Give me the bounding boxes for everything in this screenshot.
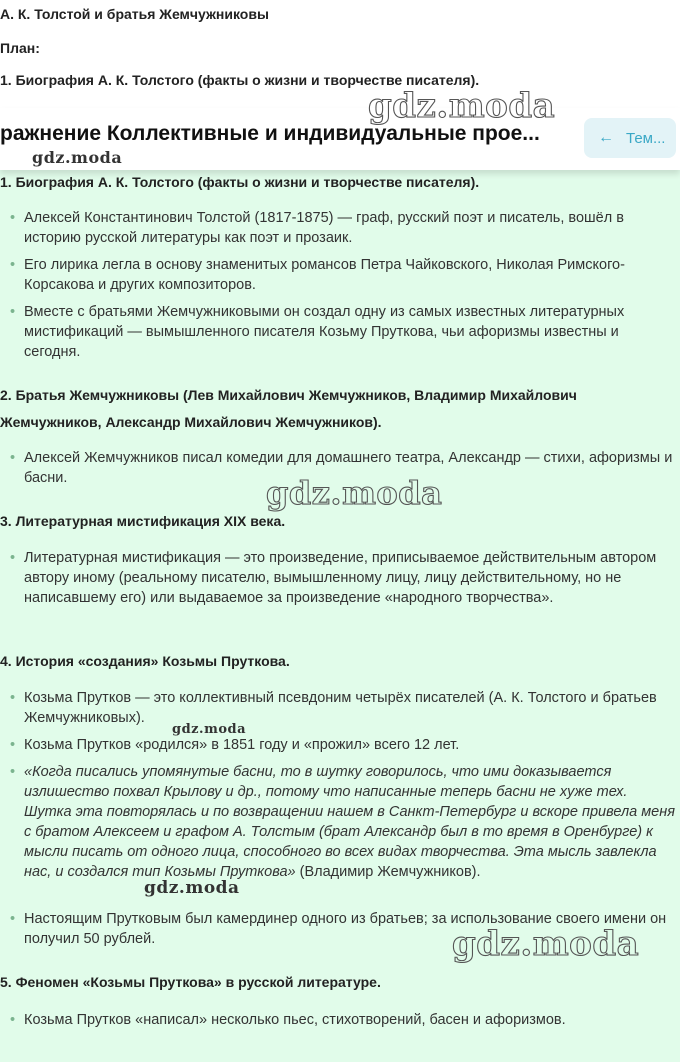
list-item: • Литературная мистификация — это произведение, приписываемое действительным автором автору иному (реальному писателю, вымышленному лицу, лицу действительному, но не написавшему его) или выдаваемое за произведение «народного творчества». (24, 548, 678, 608)
watermark: gdz.moda (172, 722, 247, 737)
section-heading-3: 3. Литературная мистификация XIX века. (0, 513, 286, 529)
section-heading-5: 5. Феномен «Козьмы Пруткова» в русской литературе. (0, 974, 381, 990)
watermark: gdz.moda (32, 148, 123, 167)
quote-author: (Владимир Жемчужников). (295, 864, 481, 880)
list-item-quote (24, 762, 678, 882)
exercise-title: ражнение Коллективные и индивидуальные прое... (0, 122, 540, 145)
list-item: • Козьма Прутков «родился» в 1851 году и «прожил» всего 12 лет. (24, 735, 678, 755)
list-item: • Вместе с братьями Жемчужниковыми он создал одну из самых известных литературных мистификаций — вымышленного писателя Козьму Пруткова, чьи афоризмы известны и сегодня. (24, 302, 678, 362)
list-item: • Алексей Константинович Толстой (1817-1875) — граф, русский поэт и писатель, вошёл в историю русской литературы как поэт и прозаик. (24, 208, 678, 248)
section-heading-1: 1. Биография А. К. Толстого (факты о жизни и творчестве писателя). (0, 174, 480, 190)
quote-text: «Когда писались упомянутые басни, то в шутку говорилось, что ими доказывается излишество похвал Крылову и др., потому что написанные теперь басни не хуже тех. Шутка эта повторялась и по возвращении нашем в Санкт-Петербург и вскоре привела меня с братом Алексеем и графом А. Толстым (брат Александр был в то время в Оренбурге) к мысли писать от одного лица, способного во всех видах творчества. Эта мысль завлекла нас, и создался тип Козьмы Пруткова» (24, 764, 675, 880)
watermark: gdz.moda (266, 474, 443, 512)
plan-item: 1. Биография А. К. Толстого (факты о жизни и творчестве писателя). (0, 72, 480, 88)
watermark: gdz.moda (144, 878, 240, 898)
plan-label: План: (0, 40, 40, 56)
list-item: • Козьма Прутков «написал» несколько пьес, стихотворений, басен и афоризмов. (24, 1010, 678, 1030)
watermark: gdz.moda (452, 924, 640, 964)
arrow-left-icon: ← (598, 129, 614, 146)
list-item: • Его лирика легла в основу знаменитых романсов Петра Чайковского, Николая Римского-Корсакова и других композиторов. (24, 255, 678, 295)
section-heading-4: 4. История «создания» Козьмы Пруткова. (0, 653, 290, 669)
section-heading-2: 2. Братья Жемчужниковы (Лев Михайлович Жемчужников, Владимир Михайлович Жемчужников, Александр Михайлович Жемчужников). (0, 387, 577, 430)
list-item: • Настоящим Прутковым был камердинер одного из братьев; за использование своего имени он получил 50 рублей. (24, 909, 678, 949)
back-button-label: Тем... (626, 129, 666, 147)
page-title: А. К. Толстой и братья Жемчужниковы (0, 6, 269, 22)
list-item: • Козьма Прутков — это коллективный псевдоним четырёх писателей (А. К. Толстого и братьев Жемчужниковых). (24, 688, 678, 728)
watermark: gdz.moda (368, 86, 556, 126)
back-to-topic-button[interactable] (584, 118, 676, 158)
list-item: • Алексей Жемчужников писал комедии для домашнего театра, Александр — стихи, афоризмы и басни. (24, 448, 678, 488)
